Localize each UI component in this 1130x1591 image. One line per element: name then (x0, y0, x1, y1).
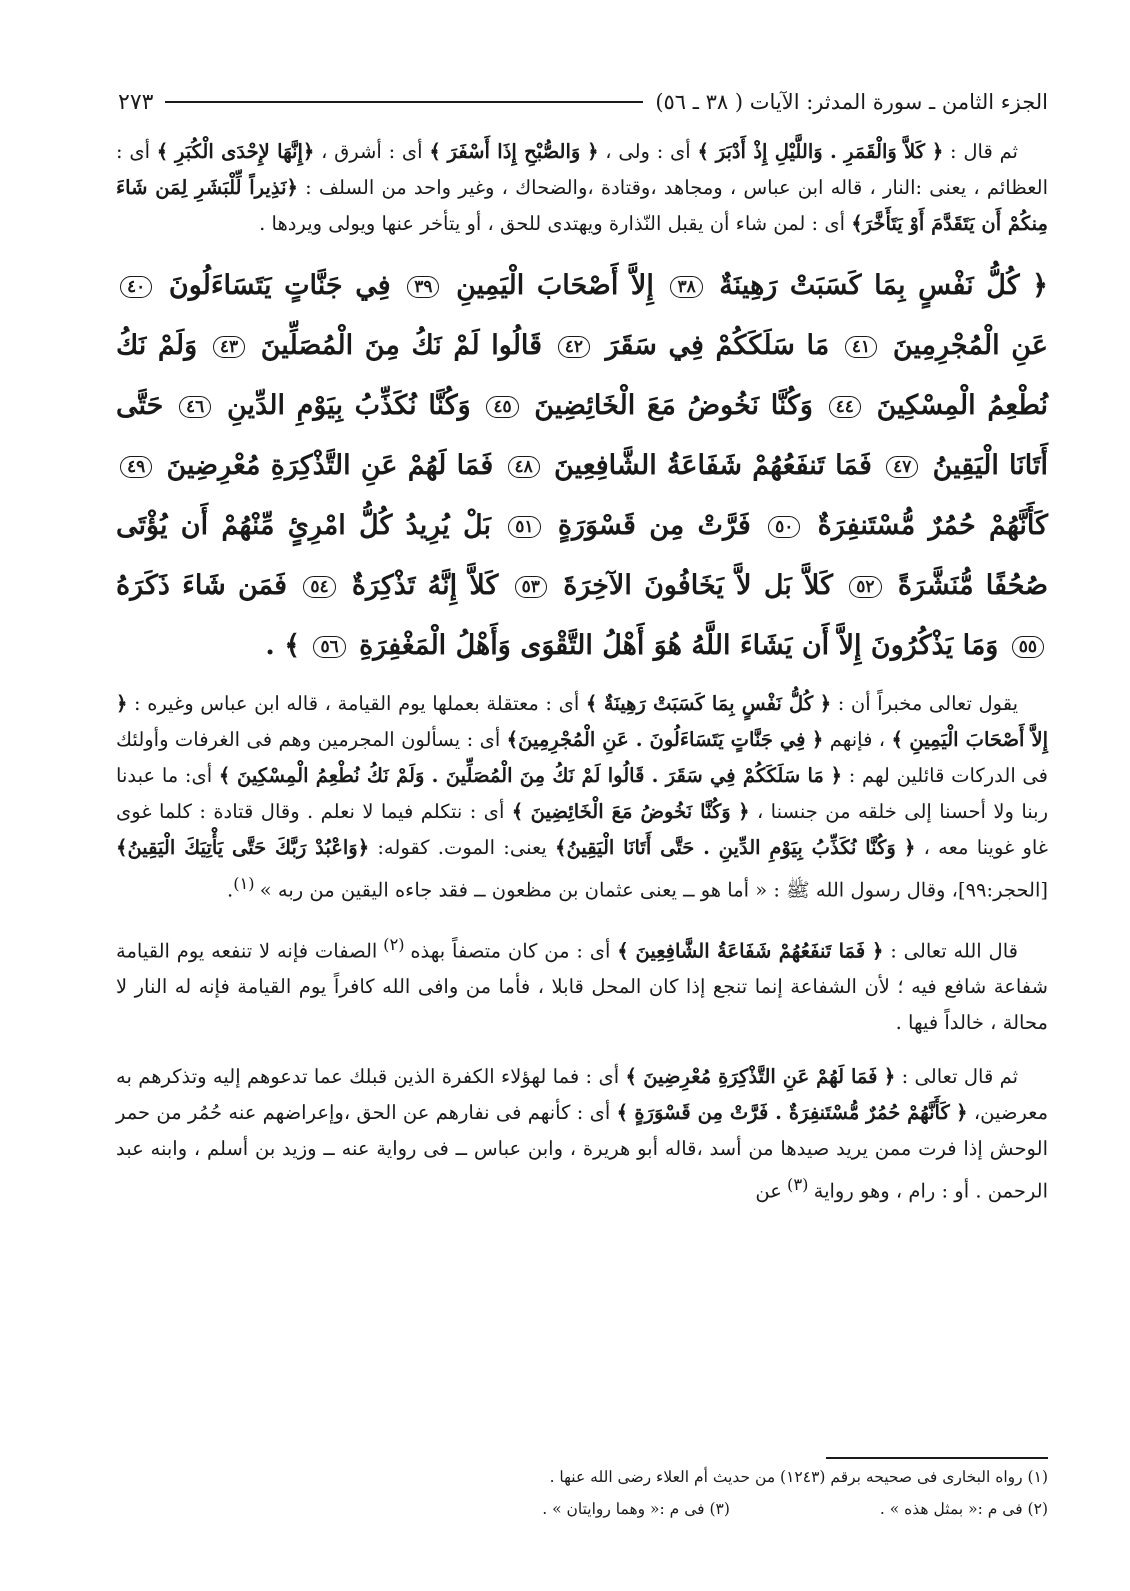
verse-text: قَالُوا لَمْ نَكُ مِنَ الْمُصَلِّينَ (260, 330, 543, 361)
verse-number: ٤٩ (120, 456, 152, 478)
verse-text: وَلَمْ نَكُ نُطْعِمُ الْمِسْكِينَ (116, 330, 1048, 421)
footnote-rule (826, 1457, 1048, 1459)
verse-text: فَمَا لَهُمْ عَنِ التَّذْكِرَةِ مُعْرِضِينَ (166, 450, 494, 481)
page-number: ٢٧٣ (118, 89, 154, 115)
intro-paragraph: ثم قال : ﴿ كَلاَّ وَالْقَمَرِ . وَاللَّيْلِ إِذْ أَدْبَرَ ﴾ أى : ولى ، ﴿ وَالصُّبْحِ إِذَا أَسْفَرَ ﴾ أى : أشرق ، ﴿إِنَّهَا لإِحْدَى الْكُبَرِ ﴾ أى : العظائم ، يعنى :النار ، قاله ابن عباس ، ومجاهد ،وقتادة ،والضحاك ، وغير واحد من السلف : ﴿نَذِيراً لِّلْبَشَرِ لِمَن شَاءَ مِنكُمْ أَن يَتَقَدَّمَ أَوْ يَتَأَخَّرَ﴾ أى : لمن شاء أن يقبل النّذارة ويهتدى للحق ، أو يتأخر عنها ويولى ويردها . (116, 140, 1049, 235)
quran-quote: إِنَّهَا لإِحْدَى الْكُبَرِ (174, 140, 303, 163)
verse-number: ٥٠ (768, 516, 800, 538)
verse-number: ٤٠ (120, 276, 152, 298)
running-title: الجزء الثامن ـ سورة المدثر: الآيات ( ٣٨ ـ ٥٦) (655, 90, 1048, 114)
verse-number: ٤٥ (486, 396, 518, 418)
verse-text: كَأَنَّهُمْ حُمُرٌ مُّسْتَنفِرَةٌ (817, 510, 1048, 541)
page-body (116, 134, 1048, 1210)
verse-number: ٥٣ (515, 576, 547, 598)
footnote-1: (١) رواه البخارى فى صحيحه برقم (١٢٤٣) من حديث أم العلاء رضى الله عنها . (549, 1468, 1048, 1486)
verse-text: فَمَا تَنفَعُهُمْ شَفَاعَةُ الشَّافِعِينَ (554, 450, 872, 481)
verse-number: ٥٦ (313, 636, 345, 658)
page-header (118, 84, 1048, 120)
quran-quote: فَمَا لَهُمْ عَنِ التَّذْكِرَةِ مُعْرِضِينَ (643, 1065, 878, 1088)
verse-text: حَتَّى أَتَانَا الْيَقِينُ (116, 390, 1049, 481)
quran-quote: نَذِيراً لِّلْبَشَرِ لِمَن شَاءَ مِنكُمْ أَن يَتَقَدَّمَ أَوْ يَتَأَخَّرَ (116, 176, 1048, 235)
quran-quote: مَا سَلَكَكُمْ فِي سَقَرَ . قَالُوا لَمْ نَكُ مِنَ الْمُصَلِّينَ . وَلَمْ نَكُ نُطْعِمُ الْمِسْكِينَ (237, 764, 824, 787)
verse-text: وَكُنَّا نَخُوضُ مَعَ الْخَائِضِينَ (534, 390, 813, 421)
quran-quote: وَكُنَّا نُكَذِّبُ بِيَوْمِ الدِّينِ . حَتَّى أَتَانَا الْيَقِينُ (566, 836, 896, 859)
quran-verses-block: ﴿ كُلُّ نَفْسٍ بِمَا كَسَبَتْ رَهِينَةٌ ٣٨ إِلاَّ أَصْحَابَ الْيَمِينِ ٣٩ فِي جَنَّاتٍ يَتَسَاءَلُونَ ٤٠ عَنِ الْمُجْرِمِينَ ٤١ مَا سَلَكَكُمْ فِي سَقَرَ ٤٢ قَالُوا لَمْ نَكُ مِنَ الْمُصَلِّينَ ٤٣ وَلَمْ نَكُ نُطْعِمُ الْمِسْكِينَ ٤٤ وَكُنَّا نَخُوضُ مَعَ الْخَائِضِينَ ٤٥ وَكُنَّا نُكَذِّبُ بِيَوْمِ الدِّينِ ٤٦ حَتَّى أَتَانَا الْيَقِينُ ٤٧ فَمَا تَنفَعُهُمْ شَفَاعَةُ الشَّافِعِينَ ٤٨ فَمَا لَهُمْ عَنِ التَّذْكِرَةِ مُعْرِضِينَ ٤٩ كَأَنَّهُمْ حُمُرٌ مُّسْتَنفِرَةٌ ٥٠ فَرَّتْ مِن قَسْوَرَةٍ ٥١ بَلْ يُرِيدُ كُلُّ امْرِئٍ مِّنْهُمْ أَن يُؤْتَى صُحُفًا مُّنَشَّرَةً ٥٢ كَلاَّ بَل لاَّ يَخَافُونَ الآخِرَةَ ٥٣ كَلاَّ إِنَّهُ تَذْكِرَةٌ ٥٤ فَمَن شَاءَ ذَكَرَهُ ٥٥ وَمَا يَذْكُرُونَ إِلاَّ أَن يَشَاءَ اللَّهُ هُوَ أَهْلُ التَّقْوَى وَأَهْلُ الْمَغْفِرَةِ ٥٦ ﴾ . (116, 270, 1049, 661)
verse-number: ٤٨ (508, 456, 540, 478)
verse-number: ٣٩ (407, 276, 439, 298)
verses-open-brace: ﴿ (1032, 270, 1048, 301)
verse-text: بَلْ يُرِيدُ كُلُّ امْرِئٍ مِّنْهُمْ أَن يُؤْتَى صُحُفًا مُّنَشَّرَةً (116, 510, 1049, 601)
tafsir-paragraph-1: يقول تعالى مخبراً أن : ﴿ كُلُّ نَفْسٍ بِمَا كَسَبَتْ رَهِينَةٌ ﴾ أى : معتقلة بعملها يوم القيامة ، قاله ابن عباس وغيره : ﴿ إِلاَّ أَصْحَابَ الْيَمِينِ ﴾ ، فإنهم ﴿ فِي جَنَّاتٍ يَتَسَاءَلُونَ . عَنِ الْمُجْرِمِينَ﴾ أى : يسألون المجرمين وهم فى الغرفات وأولئك فى الدركات قائلين لهم : ﴿ مَا سَلَكَكُمْ فِي سَقَرَ . قَالُوا لَمْ نَكُ مِنَ الْمُصَلِّينَ . وَلَمْ نَكُ نُطْعِمُ الْمِسْكِينَ ﴾ أى: ما عبدنا ربنا ولا أحسنا إلى خلقه من جنسنا ، ﴿ وَكُنَّا نَخُوضُ مَعَ الْخَائِضِينَ ﴾ أى : نتكلم فيما لا نعلم . وقال قتادة : كلما غوى غاو غوينا معه ، ﴿ وَكُنَّا نُكَذِّبُ بِيَوْمِ الدِّينِ . حَتَّى أَتَانَا الْيَقِينُ﴾ يعنى: الموت. كقوله: ﴿وَاعْبُدْ رَبَّكَ حَتَّى يَأْتِيَكَ الْيَقِينُ﴾ [الحجر:٩٩]، وقال رسول الله ﷺ : « أما هو ــ يعنى عثمان بن مظعون ــ فقد جاءه اليقين من ربه » $^{(١)}$. (116, 692, 1049, 902)
verse-text: كُلُّ نَفْسٍ بِمَا كَسَبَتْ رَهِينَةٌ (719, 270, 1020, 301)
verse-number: ٤٦ (179, 396, 211, 418)
verse-text: وَكُنَّا نُكَذِّبُ بِيَوْمِ الدِّينِ (226, 390, 471, 421)
quran-quote: وَاعْبُدْ رَبَّكَ حَتَّى يَأْتِيَكَ الْيَقِينُ (127, 836, 358, 859)
verse-text: كَلاَّ بَل لاَّ يَخَافُونَ الآخِرَةَ (563, 570, 834, 601)
verse-number: ٤٢ (558, 336, 590, 358)
tafsir-paragraph-3: ثم قال تعالى : ﴿ فَمَا لَهُمْ عَنِ التَّذْكِرَةِ مُعْرِضِينَ ﴾ أى : فما لهؤلاء الكفرة الذين قبلك عما تدعوهم إليه وتذكرهم به معرضين، ﴿ كَأَنَّهُمْ حُمُرٌ مُّسْتَنفِرَةٌ . فَرَّتْ مِن قَسْوَرَةٍ ﴾ أى : كأنهم فى نفارهم عن الحق ،وإعراضهم عنه حُمُر من حمر الوحش إذا فرت ممن يريد صيدها من أسد ،قاله أبو هريرة ، وابن عباس ــ فى رواية عنه ــ وزيد بن أسلم ، وابنه عبد الرحمن . أو : رام ، وهو رواية $^{(٣)}$ عن (116, 1065, 1049, 1203)
verse-text: فِي جَنَّاتٍ يَتَسَاءَلُونَ (168, 270, 391, 301)
verse-text: مَا سَلَكَكُمْ فِي سَقَرَ (605, 330, 830, 361)
verses-close-brace: ﴾ (284, 630, 301, 661)
footnote-ref-2[interactable]: (٢) (377, 934, 411, 954)
verse-number: ٥١ (508, 516, 540, 538)
verse-text: فَرَّتْ مِن قَسْوَرَةٍ (557, 510, 751, 541)
verse-number: ٥٢ (849, 576, 881, 598)
quran-quote: كُلُّ نَفْسٍ بِمَا كَسَبَتْ رَهِينَةٌ (603, 692, 814, 715)
quran-quote: فَمَا تَنفَعُهُمْ شَفَاعَةُ الشَّافِعِينَ (635, 939, 866, 962)
verse-number: ٤٧ (886, 456, 918, 478)
verse-number: ٤٤ (829, 396, 861, 418)
footnotes (116, 1457, 1048, 1523)
footnote-2: (٢) فى م :« بمثل هذه » . (879, 1500, 1048, 1518)
footnote-ref-1[interactable]: (١) (233, 874, 260, 893)
verse-text: كَلاَّ إِنَّهُ تَذْكِرَةٌ (351, 570, 499, 601)
verse-number: ٤١ (845, 336, 877, 358)
verse-text: فَمَن شَاءَ ذَكَرَهُ (116, 570, 288, 601)
verse-number: ٤٣ (213, 336, 245, 358)
verse-number: ٥٥ (1012, 636, 1044, 658)
footnote-ref-3[interactable]: (٣) (781, 1175, 814, 1194)
quran-quote: إِلاَّ أَصْحَابَ الْيَمِينِ (909, 728, 1048, 751)
footnote-3: (٣) فى م :« وهما روايتان » . (542, 1500, 730, 1518)
footnote-row (116, 1495, 1048, 1523)
quran-quote: فِي جَنَّاتٍ يَتَسَاءَلُونَ . عَنِ الْمُجْرِمِينَ (518, 728, 806, 751)
quran-quote: كَلاَّ وَالْقَمَرِ . وَاللَّيْلِ إِذْ أَدْبَرَ (715, 140, 926, 163)
quran-quote: وَكُنَّا نَخُوضُ مَعَ الْخَائِضِينَ (530, 800, 731, 823)
tafsir-paragraph-2: قال الله تعالى : ﴿ فَمَا تَنفَعُهُمْ شَفَاعَةُ الشَّافِعِينَ ﴾ أى : من كان متصفاً بهذه $^{(٢)}$ الصفات فإنه لا تنفعه يوم القيامة شفاعة شافع فيه ؛ لأن الشفاعة إنما تنجع إذا كان المحل قابلا ، فأما من وافى الله كافراً يوم القيامة فإنه له النار لا محالة ، خالداً فيها . (116, 934, 1048, 1034)
verse-text: وَمَا يَذْكُرُونَ إِلاَّ أَن يَشَاءَ اللَّهُ هُوَ أَهْلُ التَّقْوَى وَأَهْلُ الْمَغْفِرَةِ (359, 630, 999, 661)
verse-text: عَنِ الْمُجْرِمِينَ (892, 330, 1048, 361)
header-rule (165, 101, 643, 103)
verse-text: إِلاَّ أَصْحَابَ الْيَمِينِ (456, 270, 654, 301)
verse-number: ٥٤ (303, 576, 335, 598)
quran-quote: وَالصُّبْحِ إِذَا أَسْفَرَ (447, 140, 581, 163)
quran-quote: كَأَنَّهُمْ حُمُرٌ مُّسْتَنفِرَةٌ . فَرَّتْ مِن قَسْوَرَةٍ (634, 1101, 950, 1124)
verse-number: ٣٨ (670, 276, 702, 298)
